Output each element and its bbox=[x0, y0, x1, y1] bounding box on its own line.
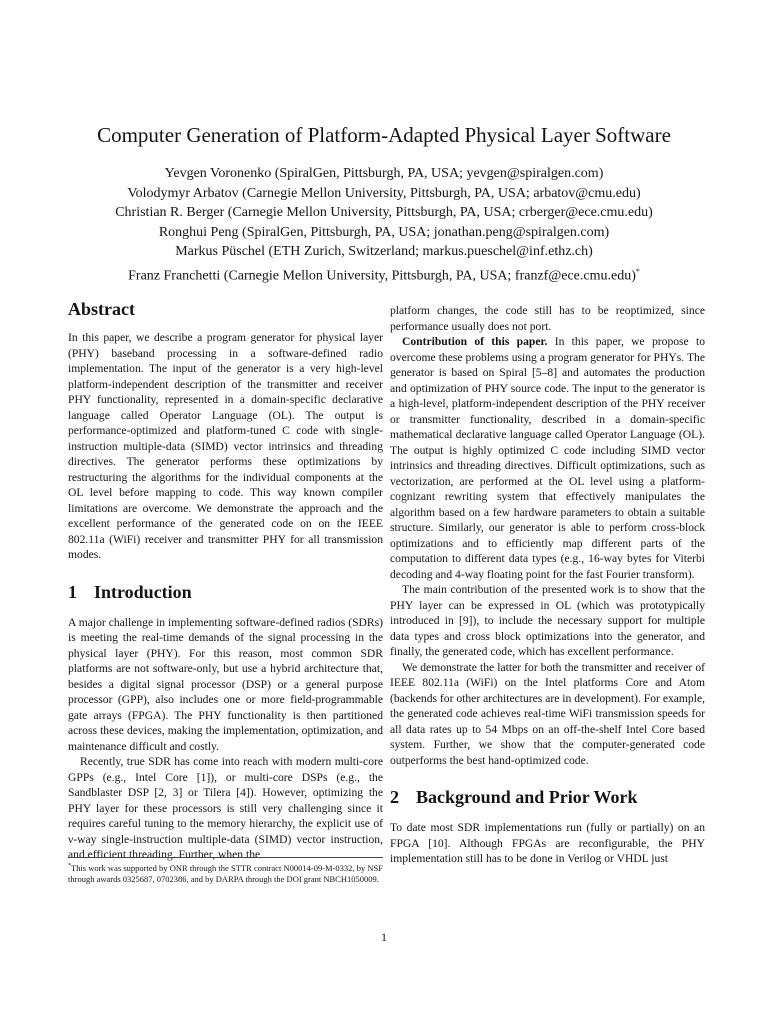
paragraph: To date most SDR implementations run (fully or partially) on an FPGA [10]. Although FPGAs are reconfigurable, the PHY implementation still has to be done in Verilog or VHDL just bbox=[390, 821, 705, 865]
paragraph: Recently, true SDR has come into reach with modern multi-core GPPs (e.g., Intel Core [1]), or multi-core DSPs (e.g., the Sandblaster DSP [2, 3] or Tilera [4]). However, optimizing the PHY layer for these processors is still very challenging since it requires careful tuning to the memory hierarchy, the explicit use of ν-way single-instruction multiple-data (SIMD) vector instruction, and efficient threading. Further, when the bbox=[68, 755, 383, 861]
author-text: Franz Franchetti (Carnegie Mellon University, Pittsburgh, PA, USA; franzf@ece.cmu.edu) bbox=[128, 268, 636, 284]
author-line: Yevgen Voronenko (SpiralGen, Pittsburgh, PA, USA; yevgen@spiralgen.com) bbox=[164, 166, 604, 181]
right-column bbox=[390, 303, 705, 867]
footnote-mark: * bbox=[68, 863, 71, 869]
author-list bbox=[0, 164, 768, 286]
paragraph-text: In this paper, we propose to overcome these problems using a program generator for PHYs. The generator is based on Spiral [5–8] and automates the production and optimization of PHY source code. The input to the generator is a high-level, platform-independent description of the PHY receiver or transmitter functionality, described in a domain-specific mathematical declarative language called Operator Language (OL). The output is highly optimized C code including SIMD vector intrinsics and threading directives. Difficult optimizations, such as vectorization, are performed at the OL level using a platform-cognizant rewriting system that effectively manipulates the algorithm based on a few hardware parameters to obtain a suitable structure. Similarly, our generator is able to perform cross-block optimizations and to efficiently map different parts of the computation to different data types (e.g., 16-way bytes for Viterbi decoding and 4-way floating point for the fast Fourier transform). bbox=[390, 335, 705, 581]
paragraph: platform changes, the code still has to be reoptimized, since performance usually does not port. bbox=[390, 304, 705, 333]
runin-heading: Contribution of this paper. bbox=[402, 335, 548, 348]
abstract-text: In this paper, we describe a program generator for physical layer (PHY) baseband processing in a software-defined radio implementation. The input of the generator is a very high-level platform-independent description of the transmitter and receiver PHY functionality, represented in a domain-specific declarative language called Operator Language (OL). The output is performance-optimized and platform-tuned C code with single-instruction multiple-data (SIMD) vector intrinsics and threading directives. The generator performs these optimizations by restructuring the algorithms for the individual components at the OL level before mapping to code. This way known compiler limitations are overcome. We demonstrate the approach and the excellent performance of the generated code on on the IEEE 802.11a (WiFi) receiver and transmitter PHY for all transmission modes. bbox=[68, 331, 383, 561]
footnote-mark: * bbox=[635, 266, 640, 276]
footnote bbox=[68, 857, 383, 885]
paragraph: The main contribution of the presented work is to show that the PHY layer can be expressed in OL (which was prototypically introduced in [9]), to include the necessary support for multiple data types and cross block optimizations into the generator, and finally, the generated code, which has excellent performance. bbox=[390, 583, 705, 658]
author-line: Ronghui Peng (SpiralGen, Pittsburgh, PA, USA; jonathan.peng@spiralgen.com) bbox=[158, 224, 610, 240]
author-line: Christian R. Berger (Carnegie Mellon University, Pittsburgh, PA, USA; crberger@ece.cmu.edu) bbox=[115, 205, 653, 221]
page-number: 1 bbox=[381, 930, 387, 944]
section-number: 1 bbox=[68, 581, 77, 602]
section-heading-introduction bbox=[68, 581, 383, 603]
author-line: Markus Püschel (ETH Zurich, Switzerland; markus.pueschel@inf.ethz.ch) bbox=[175, 244, 593, 260]
abstract-heading: Abstract bbox=[68, 299, 135, 319]
footnote-text: This work was supported by ONR through the STTR contract N00014-09-M-0332, by NSF through awards 0325687, 0702386, and by DARPA through the DOI grant NBCH1050009. bbox=[68, 862, 383, 885]
section-number: 2 bbox=[390, 787, 399, 807]
paragraph: We demonstrate the latter for both the transmitter and receiver of IEEE 802.11a (WiFi) on the Intel platforms Core and Atom (backends for other architectures are in development). For example, the generated code achieves real-time WiFi transmission speeds for all data rates up to 54 Mbps on an off-the-shelf Intel Core based system. Further, we show that the computer-generated code outperforms the best hand-optimized code. bbox=[390, 660, 705, 767]
section-title: Background and Prior Work bbox=[416, 787, 638, 807]
author-line-last bbox=[0, 262, 768, 286]
paragraph: A major challenge in implementing software-defined radios (SDRs) is meeting the real-time demands of the signal processing in the physical layer (PHY). For this reason, most common SDR platforms are not software-only, but use a hybrid architecture that, besides a digital signal processor (DSP) or a general purpose processor (GPP), also includes one or more field-programmable gate arrays (FPGA). The PHY functionality is then partitioned across these devices, making the implementation, optimization, and maintenance difficult and costly. bbox=[68, 615, 383, 753]
paper-title: Computer Generation of Platform-Adapted Physical Layer Software bbox=[97, 123, 671, 147]
paragraph-contribution bbox=[390, 334, 705, 582]
section-title: Introduction bbox=[94, 581, 192, 602]
section-heading-background bbox=[390, 786, 705, 808]
left-column bbox=[68, 298, 383, 863]
author-line: Volodymyr Arbatov (Carnegie Mellon University, Pittsburgh, PA, USA; arbatov@cmu.edu) bbox=[127, 185, 641, 201]
